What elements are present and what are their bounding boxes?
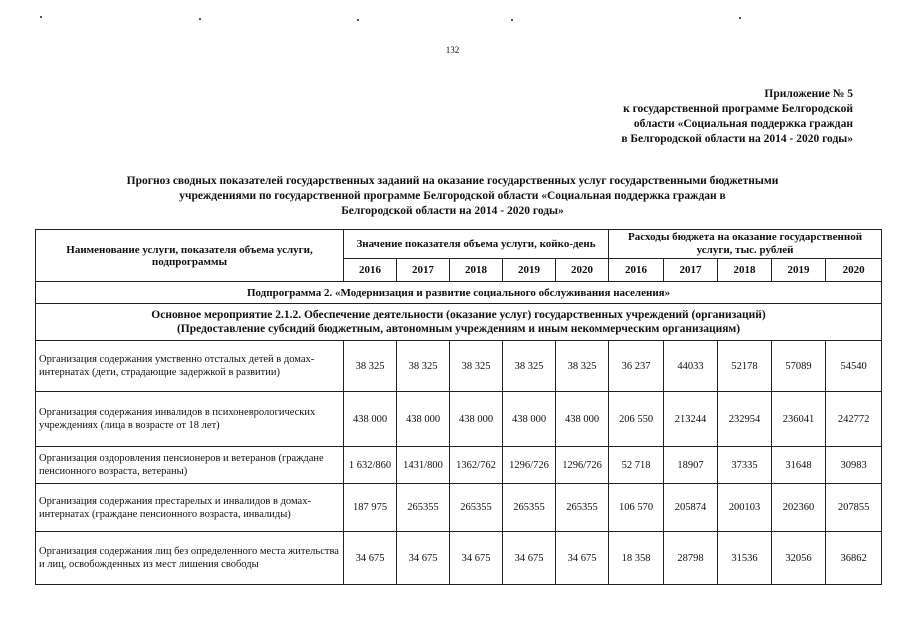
title-line: учреждениями по государственной программе Белгородской области «Социальная поддержка граждан в	[179, 190, 726, 202]
volume-cell: 265355	[450, 484, 503, 532]
event-line: (Предоставление субсидий бюджетным, автономным учреждениям и иным некоммерческим организациям)	[176, 323, 741, 335]
budget-cell: 205874	[664, 484, 718, 532]
volume-cell: 438 000	[344, 392, 397, 447]
table-row	[36, 484, 882, 532]
volume-cell: 34 675	[344, 532, 397, 585]
year-header: 2016	[609, 259, 664, 282]
year-header: 2019	[772, 259, 826, 282]
title-line: Белгородской области на 2014 - 2020 годы»	[341, 205, 564, 217]
volume-cell: 1431/800	[397, 447, 450, 484]
document-title	[60, 174, 845, 219]
year-header: 2020	[826, 259, 882, 282]
col-group-volume: Значение показателя объема услуги, койко-день	[344, 230, 609, 259]
service-name: Организация оздоровления пенсионеров и ветеранов (граждане пенсионного возраста, ветераны)	[36, 447, 344, 484]
budget-cell: 36862	[826, 532, 882, 585]
service-name: Организация содержания умственно отсталых детей в домах-интернатах (дети, страдающие задержкой в развитии)	[36, 341, 344, 392]
budget-cell: 54540	[826, 341, 882, 392]
volume-cell: 34 675	[397, 532, 450, 585]
budget-cell: 36 237	[609, 341, 664, 392]
budget-cell: 32056	[772, 532, 826, 585]
table-row	[36, 532, 882, 585]
budget-cell: 106 570	[609, 484, 664, 532]
volume-cell: 38 325	[503, 341, 556, 392]
volume-cell: 438 000	[397, 392, 450, 447]
scan-dot	[739, 17, 741, 19]
budget-cell: 206 550	[609, 392, 664, 447]
appendix-line: Приложение № 5	[764, 88, 853, 100]
forecast-table	[35, 229, 882, 585]
appendix-line: области «Социальная поддержка граждан	[633, 118, 853, 130]
event-title	[36, 304, 882, 341]
volume-cell: 1362/762	[450, 447, 503, 484]
budget-cell: 242772	[826, 392, 882, 447]
budget-cell: 37335	[718, 447, 772, 484]
budget-cell: 52 718	[609, 447, 664, 484]
volume-cell: 1 632/860	[344, 447, 397, 484]
volume-cell: 438 000	[503, 392, 556, 447]
volume-cell: 34 675	[556, 532, 609, 585]
subprogram-row	[36, 282, 882, 304]
service-name: Организация содержания престарелых и инвалидов в домах-интернатах (граждане пенсионного возраста, инвалиды)	[36, 484, 344, 532]
year-header: 2017	[664, 259, 718, 282]
col-header-name: Наименование услуги, показателя объема услуги, подпрограммы	[36, 230, 344, 282]
table-row	[36, 392, 882, 447]
volume-cell: 265355	[397, 484, 450, 532]
scan-artifacts	[0, 10, 905, 30]
appendix-line: к государственной программе Белгородской	[623, 103, 853, 115]
scan-dot	[511, 19, 513, 21]
budget-cell: 31648	[772, 447, 826, 484]
service-name: Организация содержания лиц без определенного места жительства и лиц, освобожденных из мест лишения свободы	[36, 532, 344, 585]
budget-cell: 200103	[718, 484, 772, 532]
volume-cell: 265355	[556, 484, 609, 532]
volume-cell: 265355	[503, 484, 556, 532]
col-group-budget: Расходы бюджета на оказание государственной услуги, тыс. рублей	[609, 230, 882, 259]
subprogram-title: Подпрограмма 2. «Модернизация и развитие социального обслуживания населения»	[36, 282, 882, 304]
volume-cell: 438 000	[556, 392, 609, 447]
volume-cell: 38 325	[397, 341, 450, 392]
title-line: Прогноз сводных показателей государственных заданий на оказание государственных услуг государственными бюджетными	[126, 175, 779, 187]
volume-cell: 1296/726	[503, 447, 556, 484]
year-header: 2020	[556, 259, 609, 282]
year-header: 2018	[450, 259, 503, 282]
budget-cell: 236041	[772, 392, 826, 447]
budget-cell: 52178	[718, 341, 772, 392]
budget-cell: 213244	[664, 392, 718, 447]
page-number: 132	[445, 45, 460, 55]
volume-cell: 38 325	[344, 341, 397, 392]
volume-cell: 38 325	[450, 341, 503, 392]
scan-dot	[357, 19, 359, 21]
budget-cell: 207855	[826, 484, 882, 532]
year-header: 2019	[503, 259, 556, 282]
budget-cell: 18907	[664, 447, 718, 484]
event-line: Основное мероприятие 2.1.2. Обеспечение деятельности (оказание услуг) государственных учреждений (организаций)	[151, 309, 766, 321]
volume-cell: 34 675	[503, 532, 556, 585]
year-header: 2016	[344, 259, 397, 282]
year-header: 2017	[397, 259, 450, 282]
scan-dot	[40, 16, 42, 18]
volume-cell: 438 000	[450, 392, 503, 447]
volume-cell: 187 975	[344, 484, 397, 532]
budget-cell: 232954	[718, 392, 772, 447]
volume-cell: 38 325	[556, 341, 609, 392]
volume-cell: 1296/726	[556, 447, 609, 484]
budget-cell: 18 358	[609, 532, 664, 585]
budget-cell: 57089	[772, 341, 826, 392]
scan-dot	[199, 18, 201, 20]
budget-cell: 44033	[664, 341, 718, 392]
table-row	[36, 447, 882, 484]
budget-cell: 28798	[664, 532, 718, 585]
volume-cell: 34 675	[450, 532, 503, 585]
budget-cell: 202360	[772, 484, 826, 532]
year-header: 2018	[718, 259, 772, 282]
service-name: Организация содержания инвалидов в психоневрологических учреждениях (лица в возрасте от 18 лет)	[36, 392, 344, 447]
appendix-line: в Белгородской области на 2014 - 2020 годы»	[621, 133, 853, 145]
budget-cell: 31536	[718, 532, 772, 585]
appendix-header	[621, 87, 853, 147]
budget-cell: 30983	[826, 447, 882, 484]
event-row	[36, 304, 882, 341]
table-row	[36, 341, 882, 392]
